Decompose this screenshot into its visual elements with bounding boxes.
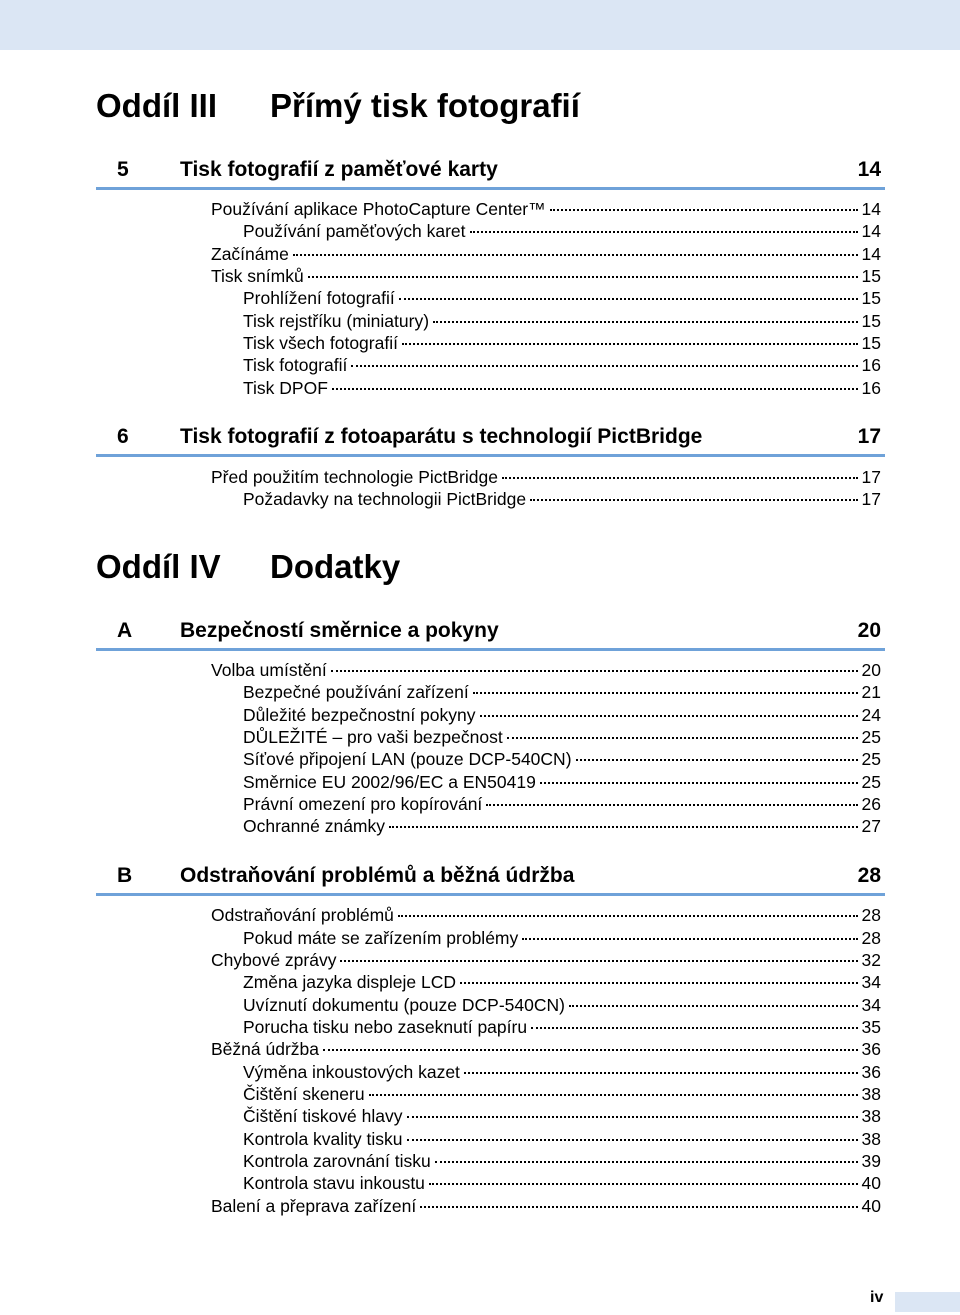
part-title: Přímý tisk fotografií — [270, 87, 580, 124]
footer-band — [895, 1292, 960, 1312]
chapter-heading[interactable] — [96, 859, 885, 896]
dot-leader — [507, 735, 858, 739]
entry-text: Běžná údržba — [211, 1039, 319, 1059]
chapter-number: 5 — [117, 158, 129, 181]
entry-page: 25 — [861, 727, 881, 747]
toc-entry[interactable] — [243, 287, 881, 309]
dot-leader — [433, 319, 857, 323]
dot-leader — [323, 1047, 858, 1051]
entry-text: Tisk rejstříku (miniatury) — [243, 311, 430, 331]
entry-page: 28 — [861, 905, 881, 925]
entry-page: 14 — [861, 199, 881, 219]
entry-page: 34 — [861, 972, 881, 992]
entry-page: 32 — [861, 950, 881, 970]
chapter-heading[interactable] — [96, 614, 885, 651]
toc-entry[interactable] — [211, 265, 881, 287]
entry-text: Tisk snímků — [211, 266, 304, 286]
dot-leader — [420, 1204, 857, 1208]
entry-page: 25 — [861, 749, 881, 769]
toc-entry[interactable] — [211, 243, 881, 265]
entry-page: 26 — [861, 794, 881, 814]
entry-page: 39 — [861, 1151, 881, 1171]
chapter-title: Tisk fotografií z paměťové karty — [180, 158, 498, 181]
chapter-heading[interactable] — [96, 153, 885, 190]
dot-leader — [531, 1025, 857, 1029]
toc-entry[interactable] — [243, 748, 881, 770]
part-title: Dodatky — [270, 548, 401, 585]
chapter-title: Bezpečností směrnice a pokyny — [180, 619, 499, 642]
toc-entry[interactable] — [211, 659, 881, 681]
toc-entry[interactable] — [243, 1083, 881, 1105]
entry-text: Pokud máte se zařízením problémy — [243, 928, 519, 948]
entry-page: 34 — [861, 995, 881, 1015]
entry-text: Kontrola kvality tisku — [243, 1129, 403, 1149]
page-number: iv — [870, 1289, 884, 1306]
entry-text: Čištění skeneru — [243, 1084, 365, 1104]
toc-entry[interactable] — [243, 927, 881, 949]
toc-entry[interactable] — [243, 1172, 881, 1194]
entry-text: Právní omezení pro kopírování — [243, 794, 483, 814]
entry-text: Používání paměťových karet — [243, 221, 466, 241]
entry-page: 27 — [861, 816, 881, 836]
entry-page: 17 — [861, 489, 881, 509]
toc-entry[interactable] — [211, 198, 881, 220]
entry-page: 16 — [861, 378, 881, 398]
entry-page: 15 — [861, 266, 881, 286]
entry-text: Kontrola zarovnání tisku — [243, 1151, 431, 1171]
dot-leader — [480, 713, 858, 717]
dot-leader — [402, 341, 858, 345]
entry-page: 40 — [861, 1173, 881, 1193]
chapter-number: B — [117, 864, 133, 887]
toc-entry[interactable] — [243, 220, 881, 242]
dot-leader — [399, 296, 858, 300]
dot-leader — [522, 936, 857, 940]
dot-leader — [569, 1003, 858, 1007]
dot-leader — [435, 1159, 858, 1163]
entry-text: Začínáme — [211, 244, 289, 264]
toc-entry[interactable] — [243, 994, 881, 1016]
entry-text: Před použitím technologie PictBridge — [211, 467, 498, 487]
toc-entry[interactable] — [243, 354, 881, 376]
entry-page: 14 — [861, 221, 881, 241]
entry-text: Požadavky na technologii PictBridge — [243, 489, 527, 509]
entry-page: 14 — [861, 244, 881, 264]
entry-text: Odstraňování problémů — [211, 905, 394, 925]
entry-page: 36 — [861, 1039, 881, 1059]
dot-leader — [351, 363, 857, 367]
dot-leader — [340, 958, 857, 962]
entry-page: 15 — [861, 311, 881, 331]
entry-text: Síťové připojení LAN (pouze DCP-540CN) — [243, 749, 572, 769]
toc-entry[interactable] — [211, 904, 881, 926]
toc-entry[interactable] — [243, 1061, 881, 1083]
dot-leader — [473, 690, 858, 694]
entry-text: Uvíznutí dokumentu (pouze DCP-540CN) — [243, 995, 565, 1015]
entry-text: Tisk fotografií — [243, 355, 348, 375]
toc-entry[interactable] — [243, 1128, 881, 1150]
entry-text: Čištění tiskové hlavy — [243, 1106, 403, 1126]
dot-leader — [308, 274, 858, 278]
toc-entry[interactable] — [243, 771, 881, 793]
chapter-heading[interactable] — [96, 420, 885, 457]
chapter-title: Odstraňování problémů a běžná údržba — [180, 864, 575, 887]
entry-text: Volba umístění — [211, 660, 327, 680]
entry-text: Balení a přeprava zařízení — [211, 1196, 417, 1216]
chapter-number: 6 — [117, 425, 129, 448]
dot-leader — [407, 1137, 858, 1141]
part-heading — [96, 81, 896, 131]
toc-entry[interactable] — [243, 488, 881, 510]
dot-leader — [470, 229, 858, 233]
dot-leader — [332, 386, 858, 390]
entry-text: Výměna inkoustových kazet — [243, 1062, 460, 1082]
entry-text: DŮLEŽITÉ – pro vaši bezpečnost — [243, 727, 503, 747]
toc-entry[interactable] — [243, 704, 881, 726]
chapter-page: 28 — [857, 864, 881, 887]
part-label: Oddíl IV — [96, 548, 221, 585]
dot-leader — [464, 1070, 858, 1074]
part-label: Oddíl III — [96, 87, 217, 124]
part-heading — [96, 542, 896, 592]
entry-page: 35 — [861, 1017, 881, 1037]
chapter-page: 20 — [857, 619, 881, 642]
dot-leader — [389, 824, 858, 828]
dot-leader — [540, 780, 858, 784]
toc-entry[interactable] — [243, 332, 881, 354]
dot-leader — [369, 1092, 858, 1096]
entry-page: 40 — [861, 1196, 881, 1216]
dot-leader — [429, 1181, 858, 1185]
entry-text: Porucha tisku nebo zaseknutí papíru — [243, 1017, 528, 1037]
dot-leader — [407, 1114, 858, 1118]
toc-entry[interactable] — [243, 681, 881, 703]
entry-text: Směrnice EU 2002/96/EC a EN50419 — [243, 772, 536, 792]
dot-leader — [530, 497, 857, 501]
entry-page: 38 — [861, 1129, 881, 1149]
entry-page: 15 — [861, 288, 881, 308]
entry-page: 21 — [861, 682, 881, 702]
toc-entry[interactable] — [211, 1195, 881, 1217]
toc-entry[interactable] — [243, 1016, 881, 1038]
entry-text: Chybové zprávy — [211, 950, 337, 970]
toc-entry[interactable] — [243, 815, 881, 837]
entry-page: 38 — [861, 1106, 881, 1126]
dot-leader — [550, 207, 858, 211]
toc-entry[interactable] — [243, 1105, 881, 1127]
entry-page: 16 — [861, 355, 881, 375]
toc-entry[interactable] — [211, 949, 881, 971]
toc-entry[interactable] — [211, 466, 881, 488]
dot-leader — [486, 802, 857, 806]
toc-entry[interactable] — [243, 310, 881, 332]
entry-page: 24 — [861, 705, 881, 725]
entry-page: 36 — [861, 1062, 881, 1082]
entry-page: 20 — [861, 660, 881, 680]
entry-page: 17 — [861, 467, 881, 487]
chapter-title: Tisk fotografií z fotoaparátu s technologií PictBridge — [180, 425, 703, 448]
toc-entry[interactable] — [243, 377, 881, 399]
toc-entry[interactable] — [243, 971, 881, 993]
entry-text: Změna jazyka displeje LCD — [243, 972, 457, 992]
header-band — [0, 0, 960, 50]
chapter-number: A — [117, 619, 133, 642]
entry-text: Tisk všech fotografií — [243, 333, 398, 353]
dot-leader — [576, 757, 858, 761]
dot-leader — [502, 475, 858, 479]
toc-entry[interactable] — [243, 1150, 881, 1172]
dot-leader — [293, 252, 858, 256]
dot-leader — [331, 668, 858, 672]
entry-page: 38 — [861, 1084, 881, 1104]
entry-text: Tisk DPOF — [243, 378, 328, 398]
chapter-page: 17 — [857, 425, 881, 448]
entry-page: 25 — [861, 772, 881, 792]
entry-text: Důležité bezpečnostní pokyny — [243, 705, 476, 725]
entry-page: 28 — [861, 928, 881, 948]
dot-leader — [398, 913, 858, 917]
entry-text: Kontrola stavu inkoustu — [243, 1173, 425, 1193]
entry-text: Prohlížení fotografií — [243, 288, 395, 308]
entry-text: Používání aplikace PhotoCapture Center™ — [211, 199, 546, 219]
entry-text: Bezpečné používání zařízení — [243, 682, 469, 702]
entry-text: Ochranné známky — [243, 816, 386, 836]
chapter-page: 14 — [857, 158, 881, 181]
toc-entry[interactable] — [211, 1038, 881, 1060]
toc-entry[interactable] — [243, 726, 881, 748]
entry-page: 15 — [861, 333, 881, 353]
toc-entry[interactable] — [243, 793, 881, 815]
dot-leader — [460, 980, 858, 984]
